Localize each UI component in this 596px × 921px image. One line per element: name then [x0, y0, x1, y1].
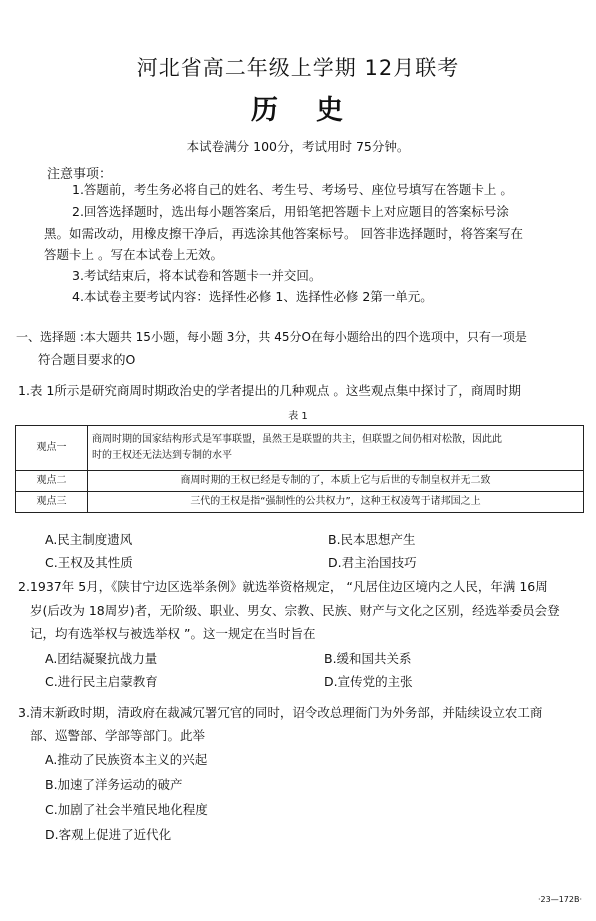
row-key: 观点二 [16, 471, 88, 492]
option-a: A.团结凝聚抗战力量 [45, 651, 158, 666]
option-b: B.缓和国共关系 [324, 651, 412, 666]
question-2-stem: 记，均有选举权与被选举权 ”。这一规定在当时旨在 [30, 626, 316, 641]
question-3-stem: 3.清末新政时期，清政府在裁减冗署冗官的同时，诏令改总理衙门为外务部，并陆续设立农工商 [18, 705, 543, 720]
notice-title: 注意事项： [47, 167, 113, 182]
option-d: D.客观上促进了近代化 [45, 827, 172, 842]
table-title: 表 1 [288, 411, 308, 422]
option-a: A.推动了民族资本主义的兴起 [45, 752, 208, 767]
option-c: C.进行民主启蒙教育 [45, 674, 158, 689]
option-d: D.君主治国技巧 [328, 555, 417, 570]
row-text-line: 商周时期的国家结构形式是军事联盟，虽然王是联盟的共主，但联盟之间仍相对松散，因此此 [92, 434, 502, 445]
row-key: 观点三 [16, 492, 88, 513]
question-3-stem: 部、巡警部、学部等部门。此举 [30, 728, 206, 743]
notice-item: 3.考试结束后，将本试卷和答题卡一并交回。 [72, 268, 322, 283]
notice-item: 2.回答选择题时，选出每小题答案后，用铅笔把答题卡上对应题目的答案标号涂 [72, 204, 509, 219]
option-b: B.加速了洋务运动的破产 [45, 777, 183, 792]
row-text-line: 时的王权还无法达到专制的水平 [92, 450, 232, 461]
exam-title: 河北省高二年级上学期 12月联考 [136, 56, 460, 80]
exam-info: 本试卷满分 100分，考试用时 75分钟。 [186, 139, 410, 154]
views-table [15, 425, 584, 513]
option-c: C.王权及其性质 [45, 555, 133, 570]
table-row [16, 471, 584, 492]
section-heading-cont: 符合题目要求的O [38, 352, 136, 367]
subject-char-1: 历 [251, 95, 280, 126]
row-text: 三代的王权是指“强制性的公共权力”，这种王权凌驾于诸邦国之上 [88, 492, 584, 513]
option-d: D.宣传党的主张 [324, 674, 413, 689]
section-heading: 一、选择题 :本大题共 15小题，每小题 3分，共 45分O在每小题给出的四个选项中，只有一项是 [16, 330, 527, 344]
question-2-stem: 2.1937年 5月，《陕甘宁边区选举条例》就选举资格规定， “凡居住边区境内之人民，年满 16周 [18, 579, 548, 594]
table-row [16, 492, 584, 513]
row-text: 商周时期的王权已经是专制的了，本质上它与后世的专制皇权并无二致 [88, 471, 584, 492]
notice-item: 黑。如需改动，用橡皮擦干净后，再选涂其他答案标号。 回答非选择题时，将答案写在 [44, 226, 523, 241]
option-b: B.民本思想产生 [328, 532, 416, 547]
notice-item: 1.答题前，考生务必将自己的姓名、考生号、考场号、座位号填写在答题卡上 。 [72, 182, 513, 197]
notice-item: 答题卡上 。写在本试卷上无效。 [44, 247, 223, 262]
option-c: C.加剧了社会半殖民地化程度 [45, 802, 208, 817]
table-row [16, 426, 584, 471]
row-key: 观点一 [16, 426, 88, 471]
subject-title [0, 88, 596, 127]
subject-char-2: 史 [316, 95, 345, 126]
option-a: A.民主制度遗风 [45, 532, 133, 547]
page-code: ·23—172B· [537, 895, 582, 904]
notice-item: 4.本试卷主要考试内容：选择性必修 1、选择性必修 2第一单元。 [72, 289, 433, 304]
question-1-stem: 1.表 1所示是研究商周时期政治史的学者提出的几种观点 。这些观点集中探讨了，商周时期 [18, 383, 521, 398]
row-text [88, 426, 584, 471]
question-2-stem: 岁(后改为 18周岁)者，无阶级、职业、男女、宗教、民族、财产与文化之区别，经选举委员会登 [30, 603, 560, 618]
